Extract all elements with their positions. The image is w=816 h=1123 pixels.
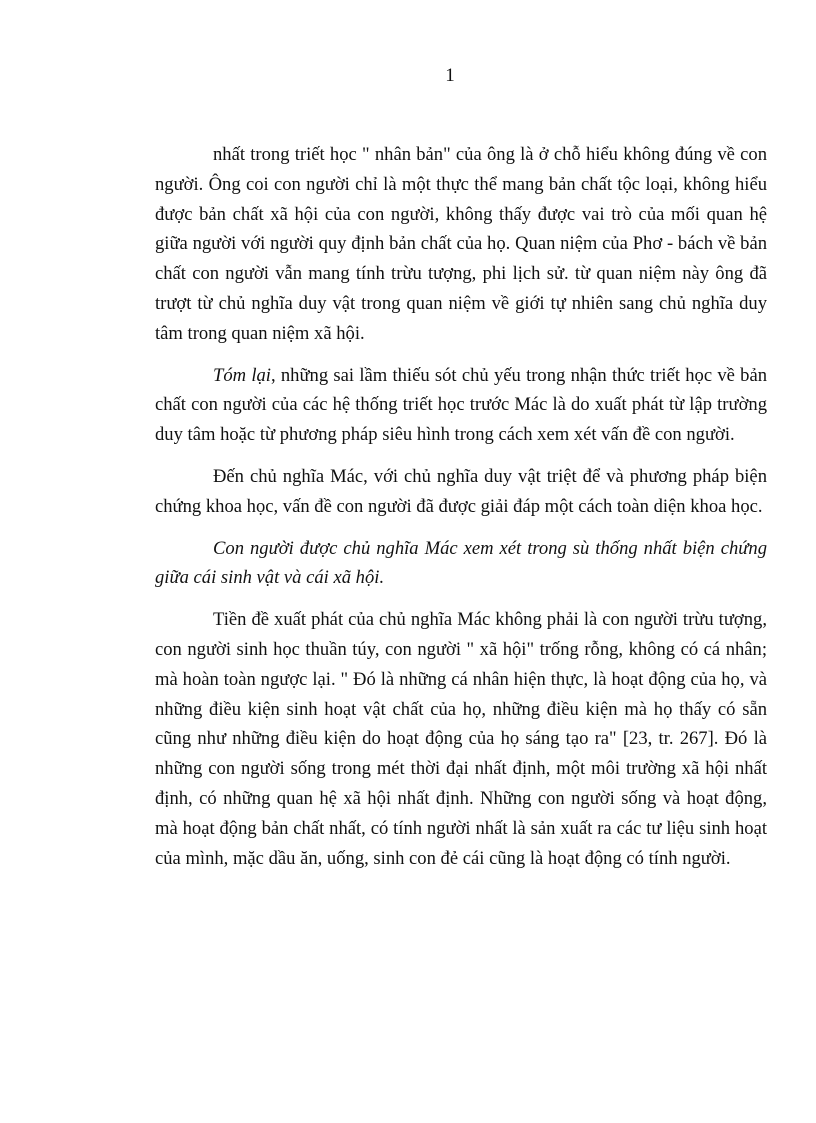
- paragraph-summary: [155, 361, 767, 450]
- paragraph-premise: Tiền đề xuất phát của chủ nghĩa Mác không phải là con người trừu tượng, con người sinh học thuần túy, con người " xã hội" trống rỗng, không có cá nhân; mà hoàn toàn ngược lại. " Đó là những cá nhân hiện thực, là hoạt động của họ, và những điều kiện sinh hoạt vật chất của họ, những điều kiện mà họ thấy có sẵn cũng như những điều kiện do hoạt động của họ sáng tạo ra" [23, tr. 267]. Đó là những con người sống trong mét thời đại nhất định, một môi trường xã hội nhất định, có những quan hệ xã hội nhất định. Những con người sống và hoạt động, mà hoạt động bản chất nhất, có tính người nhất là sản xuất ra các tư liệu sinh hoạt của mình, mặc dầu ăn, uống, sinh con đẻ cái cũng là hoạt động có tính người.: [155, 609, 767, 869]
- page-number: 1: [445, 65, 455, 86]
- paragraph-continuation: nhất trong triết học " nhân bản" của ông là ở chỗ hiểu không đúng về con người. Ông coi con người chỉ là một thực thể mang bản chất tộc loại, không hiểu được bản chất xã hội của con người, không thấy được vai trò của mối quan hệ giữa người với người quy định bản chất của họ. Quan niệm của Phơ - bách về bản chất con người vẫn mang tính trừu tượng, phi lịch sử. từ quan niệm này ông đã trượt từ chủ nghĩa duy vật trong quan niệm về giới tự nhiên sang chủ nghĩa duy tâm trong quan niệm xã hội.: [155, 144, 767, 344]
- summary-text: , những sai lầm thiếu sót chủ yếu trong nhận thức triết học về bản chất con người của các hệ thống triết học trước Mác là do xuất phát từ lập trường duy tâm hoặc từ phương pháp siêu hình trong cách xem xét vấn đề con người.: [155, 364, 768, 446]
- body-text: [155, 140, 767, 885]
- paragraph-marxism: Đến chủ nghĩa Mác, với chủ nghĩa duy vật triệt để và phương pháp biện chứng khoa học, vấn đề con người đã được giải đáp một cách toàn diện khoa học.: [155, 465, 767, 517]
- paragraph-italic-thesis: Con người được chủ nghĩa Mác xem xét trong sù thống nhất biện chứng giữa cái sinh vật và cái xã hội.: [155, 537, 767, 589]
- summary-lead-italic: Tóm lại: [213, 364, 271, 386]
